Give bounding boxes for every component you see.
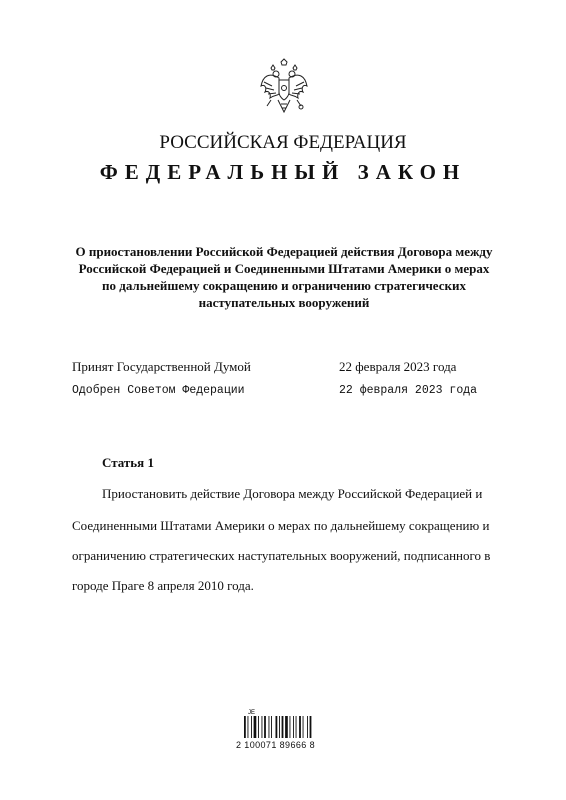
barcode-bar xyxy=(271,716,272,738)
adopted-by-duma-date: 22 февраля 2023 года xyxy=(339,359,457,374)
law-type-heading: ФЕДЕРАЛЬНЫЙ ЗАКОН xyxy=(99,160,467,184)
article-text-line: Соединенными Штатами Америки о мерах по дальнейшему сокращению и xyxy=(72,518,490,533)
coat-of-arms-icon xyxy=(259,58,309,118)
barcode-bar xyxy=(282,716,284,738)
barcode-bar xyxy=(269,716,270,738)
barcode-bar xyxy=(307,716,308,738)
barcode-bar xyxy=(285,716,288,738)
barcode-bar xyxy=(299,716,301,738)
barcode-bar xyxy=(276,716,278,738)
barcode-bar xyxy=(264,716,266,738)
barcode-bar xyxy=(248,716,249,738)
country-name: РОССИЙСКАЯ ФЕДЕРАЦИЯ xyxy=(159,132,407,153)
barcode-bar xyxy=(258,716,259,738)
approved-by-federation-council-label: Одобрен Советом Федерации xyxy=(72,384,245,397)
law-title-line: по дальнейшему сокращению и ограничению стратегических xyxy=(102,278,466,293)
barcode-number: 2 100071 89666 8 xyxy=(236,740,315,750)
law-title-line: наступательных вооружений xyxy=(198,295,370,310)
barcode-bar xyxy=(290,716,291,738)
barcode-bar xyxy=(244,716,246,738)
barcode-bar xyxy=(254,716,257,738)
law-title-line: Российской Федерацией и Соединенными Штатами Америки о мерах xyxy=(78,261,490,276)
barcode-bar xyxy=(251,716,252,738)
article-text-line: ограничению стратегических наступательных вооружений, подписанного в xyxy=(72,548,491,563)
article-heading: Статья 1 xyxy=(102,455,154,470)
article-text-line: Приостановить действие Договора между Российской Федерацией и xyxy=(102,486,483,501)
approved-by-federation-council-date: 22 февраля 2023 года xyxy=(339,384,478,397)
barcode-bar xyxy=(293,716,294,738)
barcode-bar xyxy=(262,716,263,738)
barcode-bar xyxy=(296,716,297,738)
adopted-by-duma-label: Принят Государственной Думой xyxy=(72,359,251,374)
barcode-bar xyxy=(303,716,304,738)
barcode-bar xyxy=(279,716,280,738)
barcode-mark: JE xyxy=(248,710,256,716)
law-title xyxy=(70,243,498,311)
barcode-bar xyxy=(310,716,312,738)
law-title-line: О приостановлении Российской Федерацией действия Договора между xyxy=(75,244,493,259)
article-text-line: городе Праге 8 апреля 2010 года. xyxy=(72,578,254,593)
